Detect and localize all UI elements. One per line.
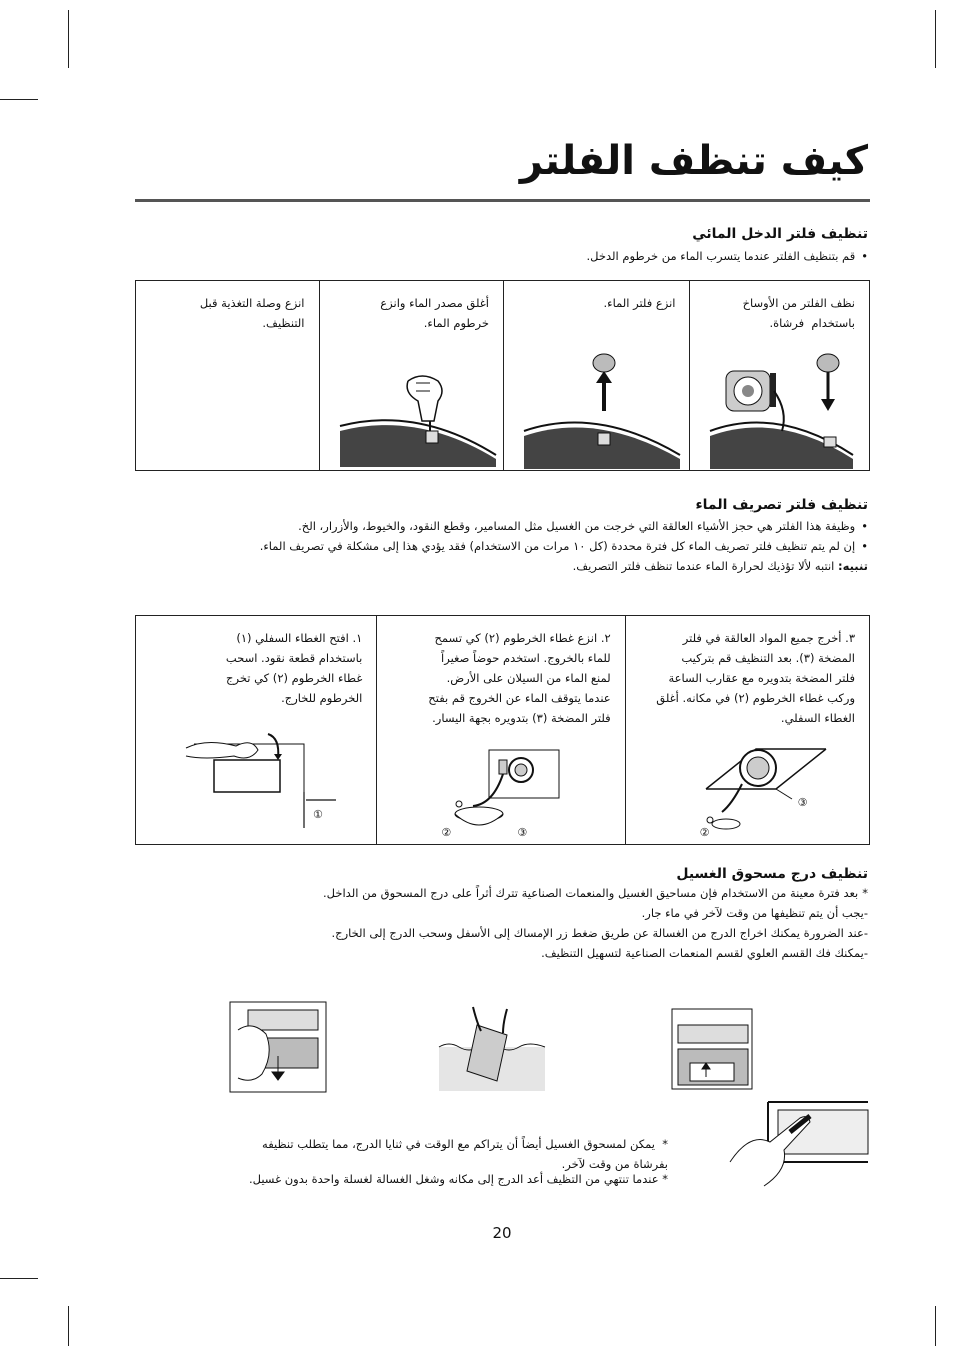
inlet-step-text: انزع فلتر الماء.: [603, 296, 676, 310]
pump-filter-illustration: [696, 734, 836, 844]
section-heading-inlet-filter: تنظيف فلتر الدخل المائي: [692, 226, 868, 242]
inlet-step-text: انزع وصلة التغذية قبل التنظيف.: [199, 296, 305, 330]
callout-3: ③: [797, 796, 808, 809]
remove-filter-illustration: [522, 361, 682, 471]
page-title: كيف تنظف الفلتر: [519, 138, 868, 184]
drain-hose-illustration: [439, 744, 589, 839]
drain-filter-steps-table: [135, 615, 870, 845]
inlet-step-cell: [503, 281, 689, 470]
star-marker: *: [658, 1172, 668, 1186]
callout-1: ①: [313, 808, 323, 821]
star-marker: *: [654, 1137, 668, 1151]
page-number: 20: [492, 1224, 512, 1242]
crop-mark: [935, 10, 936, 68]
drain-bullet: • وظيفة هذا الفلتر هي حجز الأشياء العالقة التي خرجت من الغسيل مثل المسامير، وقطع النقود، والخيوط، والأزرار، الخ.: [298, 519, 868, 533]
drain-step-cell: [376, 616, 624, 844]
drawer-line: -يجب أن يتم تنظيفها من وقت لآخر في ماء جار.: [641, 906, 868, 920]
open-cover-illustration: [186, 734, 326, 824]
callout-2: ②: [441, 826, 452, 839]
drawer-line: -يمكنك فك القسم العلوي لقسم المنعمات الصناعية لتسهيل التنظيف.: [541, 946, 868, 960]
inlet-step-cell: [319, 281, 504, 470]
inlet-step-cell: [689, 281, 869, 470]
crop-mark: [0, 99, 38, 100]
drain-step-text: ٢. انزع غطاء الخرطوم (٢) كي تسمح للماء بالخروج. استخدم حوضاً صغيراً لمنع الماء من السيلان على الأرض. عندما يتوقف الماء عن الخروج قم بفتح فلتر المضخة (٣) بتدويره بجهة اليسار.: [428, 631, 611, 725]
caution-note: [573, 559, 868, 573]
brush-drawer-illustration: [728, 1092, 868, 1187]
inlet-step-text: نظف الفلتر من الأوساخ باستخدام فرشاة.: [742, 296, 855, 330]
drawer-push-illustration: [668, 1005, 758, 1095]
section-heading-detergent-drawer: تنظيف درج مسحوق الغسيل: [676, 866, 868, 882]
drain-step-cell: [136, 616, 376, 844]
inlet-bullet: • قم بتنظيف الفلتر عندما يتسرب الماء من خرطوم الدخل.: [587, 249, 868, 263]
drain-step-text: ١. افتح الغطاء السفلي (١) باستخدام قطعة نقود. اسحب غطاء الخرطوم (٢) كي تخرج الخرطوم للخارج.: [225, 631, 363, 705]
close-tap-illustration: [338, 371, 498, 471]
drawer-note-text: يمكن لمسحوق الغسيل أيضاً أن يتراكم مع الوقت في ثنايا الدرج، مما يتطلب تنظيفه بفرشاة من وقت لآخر.: [262, 1137, 668, 1171]
crop-mark: [935, 1306, 936, 1346]
inlet-step-cell: [136, 281, 319, 470]
brush-clean-illustration: [708, 361, 858, 471]
drawer-rinse-illustration: [437, 1005, 547, 1095]
drawer-note: [262, 1134, 668, 1174]
caution-text: انتبه لألا تؤذيك لحرارة الماء عندما تنظف فلتر التصريف.: [572, 559, 835, 573]
drain-bullet: • إن لم يتم تنظيف فلتر تصريف الماء كل فترة محددة (كل ١٠ مرات من الاستخدام) فقد يؤدي هذا إلى مشكلة في تصريف الماء.: [260, 539, 868, 553]
drawer-note: [249, 1172, 668, 1186]
drawer-note-text: عندما تنتهي من التظيف أعد الدرج إلى مكانه وشغل الغسالة لغسلة واحدة بدون غسيل.: [248, 1172, 659, 1186]
callout-2: ②: [699, 826, 710, 839]
drain-step-cell: [625, 616, 869, 844]
crop-mark: [0, 1278, 38, 1279]
inlet-step-text: أغلق مصدر الماء وانزع خرطوم الماء.: [380, 296, 489, 330]
drain-step-text: ٣. أخرج جميع المواد العالقة في فلتر المضخة (٣). بعد التنظيف قم بتركيب فلتر المضخة بتدويره مع عقارب الساعة وركب غطاء الخرطوم (٢) في مكانه. أغلق الغطاء السفلي.: [656, 631, 855, 725]
crop-mark: [68, 1306, 69, 1346]
crop-mark: [68, 10, 69, 68]
drawer-pull-illustration: [228, 1000, 328, 1100]
caution-label: تنبيه:: [838, 559, 868, 573]
drawer-line: -عند الضرورة يمكنك اخراج الدرج من الغسالة عن طريق ضغط زر الإمساك إلى الأسفل وسحب الدرج إلى الخارج.: [331, 926, 868, 940]
callout-3: ③: [517, 826, 528, 839]
drawer-line: * بعد فترة معينة من الاستخدام فإن مساحيق الغسيل والمنعمات الصناعية تترك أثراً على درج المسحوق من الداخل.: [323, 886, 868, 900]
title-rule: [135, 199, 870, 202]
section-heading-drain-filter: تنظيف فلتر تصريف الماء: [695, 497, 868, 513]
inlet-filter-steps-table: [135, 280, 870, 471]
